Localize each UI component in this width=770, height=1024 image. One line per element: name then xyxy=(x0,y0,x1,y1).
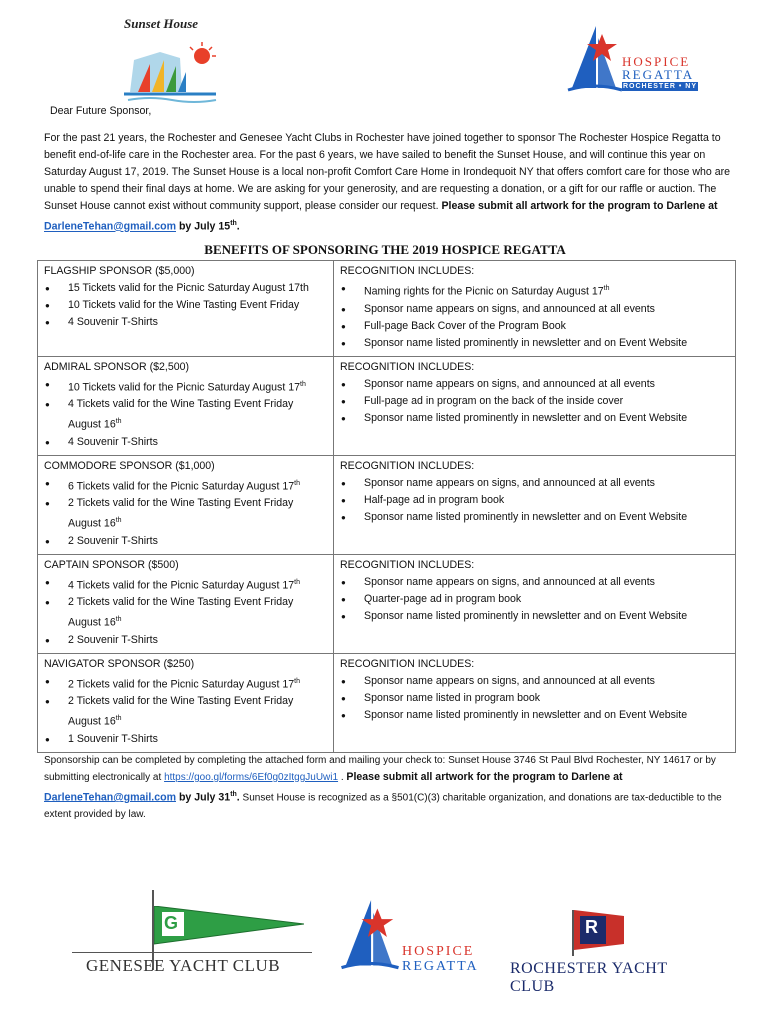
footer-email-link[interactable]: DarleneTehan@gmail.com xyxy=(44,791,176,804)
list-item-text: Sponsor name appears on signs, and announced at all events xyxy=(364,476,655,489)
salutation: Dear Future Sponsor, xyxy=(50,105,152,117)
benefits-title: BENEFITS OF SPONSORING THE 2019 HOSPICE REGATTA xyxy=(204,242,566,257)
tier-benefits-list xyxy=(44,673,327,748)
list-item-text: Sponsor name appears on signs, and announced at all events xyxy=(364,575,655,588)
list-item-text: 2 Tickets valid for the Wine Tasting Event Friday August 16 xyxy=(68,596,294,629)
list-item xyxy=(44,396,327,434)
footer-text-3: Sunset House is recognized as a §501(C)(3) charitable organization, and donations are tax-deductible to the extent provided by law. xyxy=(44,792,722,821)
list-item-text: 1 Souvenir T-Shirts xyxy=(68,732,158,745)
list-item-text: Sponsor name listed prominently in newsletter and on Event Website xyxy=(364,411,688,424)
footer-deadline-sup: th xyxy=(230,791,237,798)
list-item xyxy=(340,707,729,724)
ordinal-suffix: th xyxy=(603,285,610,292)
email-link[interactable]: DarleneTehan@gmail.com xyxy=(44,220,176,233)
recognition-label: RECOGNITION INCLUDES: xyxy=(340,558,475,571)
recognition-list xyxy=(340,280,729,352)
tier-benefits-cell xyxy=(38,653,334,752)
rochester-name: ROCHESTER YACHT CLUB xyxy=(510,960,668,995)
list-item xyxy=(340,509,729,526)
list-item-text: 2 Souvenir T-Shirts xyxy=(68,633,158,646)
list-item-text: Sponsor name listed prominently in newsletter and on Event Website xyxy=(364,708,688,721)
list-item-text: 6 Tickets valid for the Picnic Saturday August 17 xyxy=(68,480,295,493)
list-item-text: 2 Souvenir T-Shirts xyxy=(68,534,158,547)
list-item xyxy=(340,335,729,352)
footer-text-2: . xyxy=(338,772,347,783)
tier-benefits-list xyxy=(44,475,327,550)
list-item xyxy=(44,693,327,731)
hospice-logo-line3: ROCHESTER • NY xyxy=(622,83,697,90)
letter-body xyxy=(44,130,734,236)
artwork-request: Please submit all artwork for the program to Darlene at xyxy=(441,200,718,212)
tier-recognition-cell xyxy=(334,554,736,653)
footer-deadline: by July 31 xyxy=(176,791,231,804)
genesee-yacht-club-logo xyxy=(72,888,322,974)
list-item-text: 2 Tickets valid for the Wine Tasting Event Friday August 16 xyxy=(68,497,294,530)
list-item-text: 4 Tickets valid for the Picnic Saturday August 17 xyxy=(68,579,295,592)
list-item xyxy=(44,594,327,632)
tier-benefits-cell xyxy=(38,261,334,357)
list-item xyxy=(340,318,729,335)
list-item-text: 4 Souvenir T-Shirts xyxy=(68,316,158,328)
recognition-label: RECOGNITION INCLUDES: xyxy=(340,360,475,373)
tier-name: CAPTAIN SPONSOR ($500) xyxy=(44,558,179,571)
list-item xyxy=(340,280,729,301)
hospice-regatta-logo xyxy=(566,20,706,100)
ordinal-suffix: th xyxy=(115,616,122,624)
deadline-sup: th xyxy=(230,220,237,227)
hospice-bottom-line2: REGATTA xyxy=(402,959,479,974)
list-item xyxy=(340,690,729,707)
tier-benefits-list xyxy=(44,376,327,451)
recognition-list xyxy=(340,475,729,526)
footer-deadline-end: . xyxy=(236,791,240,804)
tier-recognition-cell xyxy=(334,356,736,455)
sunset-house-logo xyxy=(120,14,220,104)
list-item xyxy=(340,673,729,690)
recognition-label: RECOGNITION INCLUDES: xyxy=(340,657,475,670)
hospice-logo-line2: REGATTA xyxy=(622,67,695,82)
recognition-label: RECOGNITION INCLUDES: xyxy=(340,265,475,277)
tier-recognition-cell xyxy=(334,455,736,554)
tier-name: NAVIGATOR SPONSOR ($250) xyxy=(44,657,195,670)
list-item xyxy=(340,475,729,492)
tier-benefits-list xyxy=(44,574,327,649)
list-item-text: Half-page ad in program book xyxy=(364,493,505,506)
list-item xyxy=(340,410,729,427)
list-item xyxy=(340,608,729,625)
list-item-text: Full-page ad in program on the back of the inside cover xyxy=(364,394,624,407)
sailboats-illustration xyxy=(120,30,220,105)
ordinal-suffix: th xyxy=(115,715,122,723)
ordinal-suffix: th xyxy=(294,677,300,685)
list-item xyxy=(340,376,729,393)
ordinal-suffix: th xyxy=(115,517,122,525)
ordinal-suffix: th xyxy=(300,380,306,388)
list-item xyxy=(44,475,327,496)
list-item xyxy=(340,492,729,509)
form-link[interactable]: https://goo.gl/forms/6Ef0g0zItggJuUwi1 xyxy=(164,772,339,783)
recognition-list xyxy=(340,673,729,724)
list-item xyxy=(44,673,327,694)
list-item xyxy=(340,574,729,591)
list-item xyxy=(44,434,327,451)
list-item xyxy=(44,574,327,595)
recognition-label: RECOGNITION INCLUDES: xyxy=(340,459,475,472)
list-item-text: Sponsor name appears on signs, and announced at all events xyxy=(364,674,655,687)
tier-benefits-list xyxy=(44,280,327,331)
list-item-text: Sponsor name listed prominently in newsletter and on Event Website xyxy=(364,609,688,622)
recognition-list xyxy=(340,574,729,625)
tier-recognition-cell xyxy=(334,653,736,752)
hospice-bottom-line1: HOSPICE xyxy=(402,944,475,959)
genesee-name: GENESEE YACHT CLUB xyxy=(86,956,281,975)
list-item-text: 10 Tickets valid for the Wine Tasting Event Friday xyxy=(68,299,300,311)
list-item-text: Sponsor name listed prominently in newsletter and on Event Website xyxy=(364,510,688,523)
list-item xyxy=(340,301,729,318)
list-item xyxy=(44,533,327,550)
rochester-yacht-club-logo xyxy=(510,906,710,995)
list-item xyxy=(44,376,327,397)
sunset-house-logo-text: Sunset House xyxy=(124,16,199,31)
sponsor-tier-row xyxy=(38,554,736,653)
deadline-text: by July 15 xyxy=(176,220,231,233)
star-sail-icon-bottom xyxy=(338,898,402,974)
rochester-flag-letter: R xyxy=(585,917,598,937)
list-item xyxy=(44,731,327,748)
tier-name: FLAGSHIP SPONSOR ($5,000) xyxy=(44,265,195,277)
tier-recognition-cell xyxy=(334,261,736,357)
list-item-text: 4 Souvenir T-Shirts xyxy=(68,435,158,448)
benefits-table xyxy=(37,260,736,753)
ordinal-suffix: th xyxy=(294,578,300,586)
deadline-end: . xyxy=(236,220,240,233)
sponsor-tier-row xyxy=(38,356,736,455)
tier-name: ADMIRAL SPONSOR ($2,500) xyxy=(44,360,190,373)
footer-text xyxy=(44,752,734,823)
list-item-text: 10 Tickets valid for the Picnic Saturday August 17 xyxy=(68,381,301,394)
hospice-regatta-logo-bottom xyxy=(338,898,488,976)
list-item-text: Quarter-page ad in program book xyxy=(364,592,522,605)
star-sail-icon xyxy=(566,24,624,96)
rochester-flag-icon xyxy=(574,910,624,950)
list-item xyxy=(44,495,327,533)
list-item xyxy=(340,393,729,410)
recognition-list xyxy=(340,376,729,427)
list-item-text: Sponsor name listed prominently in newsletter and on Event Website xyxy=(364,336,688,349)
list-item-text: 2 Tickets valid for the Picnic Saturday August 17 xyxy=(68,678,295,691)
list-item xyxy=(44,280,327,297)
list-item-text: 2 Tickets valid for the Wine Tasting Event Friday August 16 xyxy=(68,695,294,728)
tier-benefits-cell xyxy=(38,455,334,554)
tier-benefits-cell xyxy=(38,554,334,653)
tier-name: COMMODORE SPONSOR ($1,000) xyxy=(44,459,215,472)
sponsor-tier-row xyxy=(38,455,736,554)
footer-artwork-request: Please submit all artwork for the program to Darlene at xyxy=(346,771,623,783)
list-item-text: Sponsor name listed in program book xyxy=(364,691,541,704)
sponsor-tier-row xyxy=(38,653,736,752)
sponsor-tier-row xyxy=(38,261,736,357)
list-item-text: Naming rights for the Picnic on Saturday August 17 xyxy=(364,285,604,298)
list-item xyxy=(44,314,327,331)
list-item-text: Sponsor name appears on signs, and announced at all events xyxy=(364,377,655,390)
letter-body-text: For the past 21 years, the Rochester and Genesee Yacht Clubs in Rochester have joined together to sponsor The Rochester Hospice Regatta to benefit end-of-life care in the Rochester area. For the past 6 years, we have sailed to benefit the Sunset House, and will continue this year on Saturday August 17, 2019. The Sunset House is a local non-profit Comfort Care Home in Irondequoit NY that offers comfort care for those who are unable to spend their final days at home. We are asking for your generosity, and are requesting a donation, or a gift for our raffle or auction. The Sunset House cannot exist without community support, please consider our request. xyxy=(44,132,731,212)
ordinal-suffix: th xyxy=(294,479,300,487)
genesee-flag-letter: G xyxy=(164,913,179,933)
list-item-text: 4 Tickets valid for the Wine Tasting Event Friday August 16 xyxy=(68,398,294,431)
hospice-logo-line1: HOSPICE xyxy=(622,54,691,69)
list-item-text: Full-page Back Cover of the Program Book xyxy=(364,319,566,332)
list-item xyxy=(44,297,327,314)
list-item-text: 15 Tickets valid for the Picnic Saturday August 17th xyxy=(68,282,309,294)
ordinal-suffix: th xyxy=(115,418,122,426)
list-item xyxy=(44,632,327,649)
list-item-text: Sponsor name appears on signs, and announced at all events xyxy=(364,302,655,315)
list-item xyxy=(340,591,729,608)
tier-benefits-cell xyxy=(38,356,334,455)
footer-text-1: Sponsorship can be completed by completing the attached form and mailing your check to: Sunset House 3746 St Paul Blvd Rochester, NY 14617 or by submitting electronically at xyxy=(44,755,716,783)
